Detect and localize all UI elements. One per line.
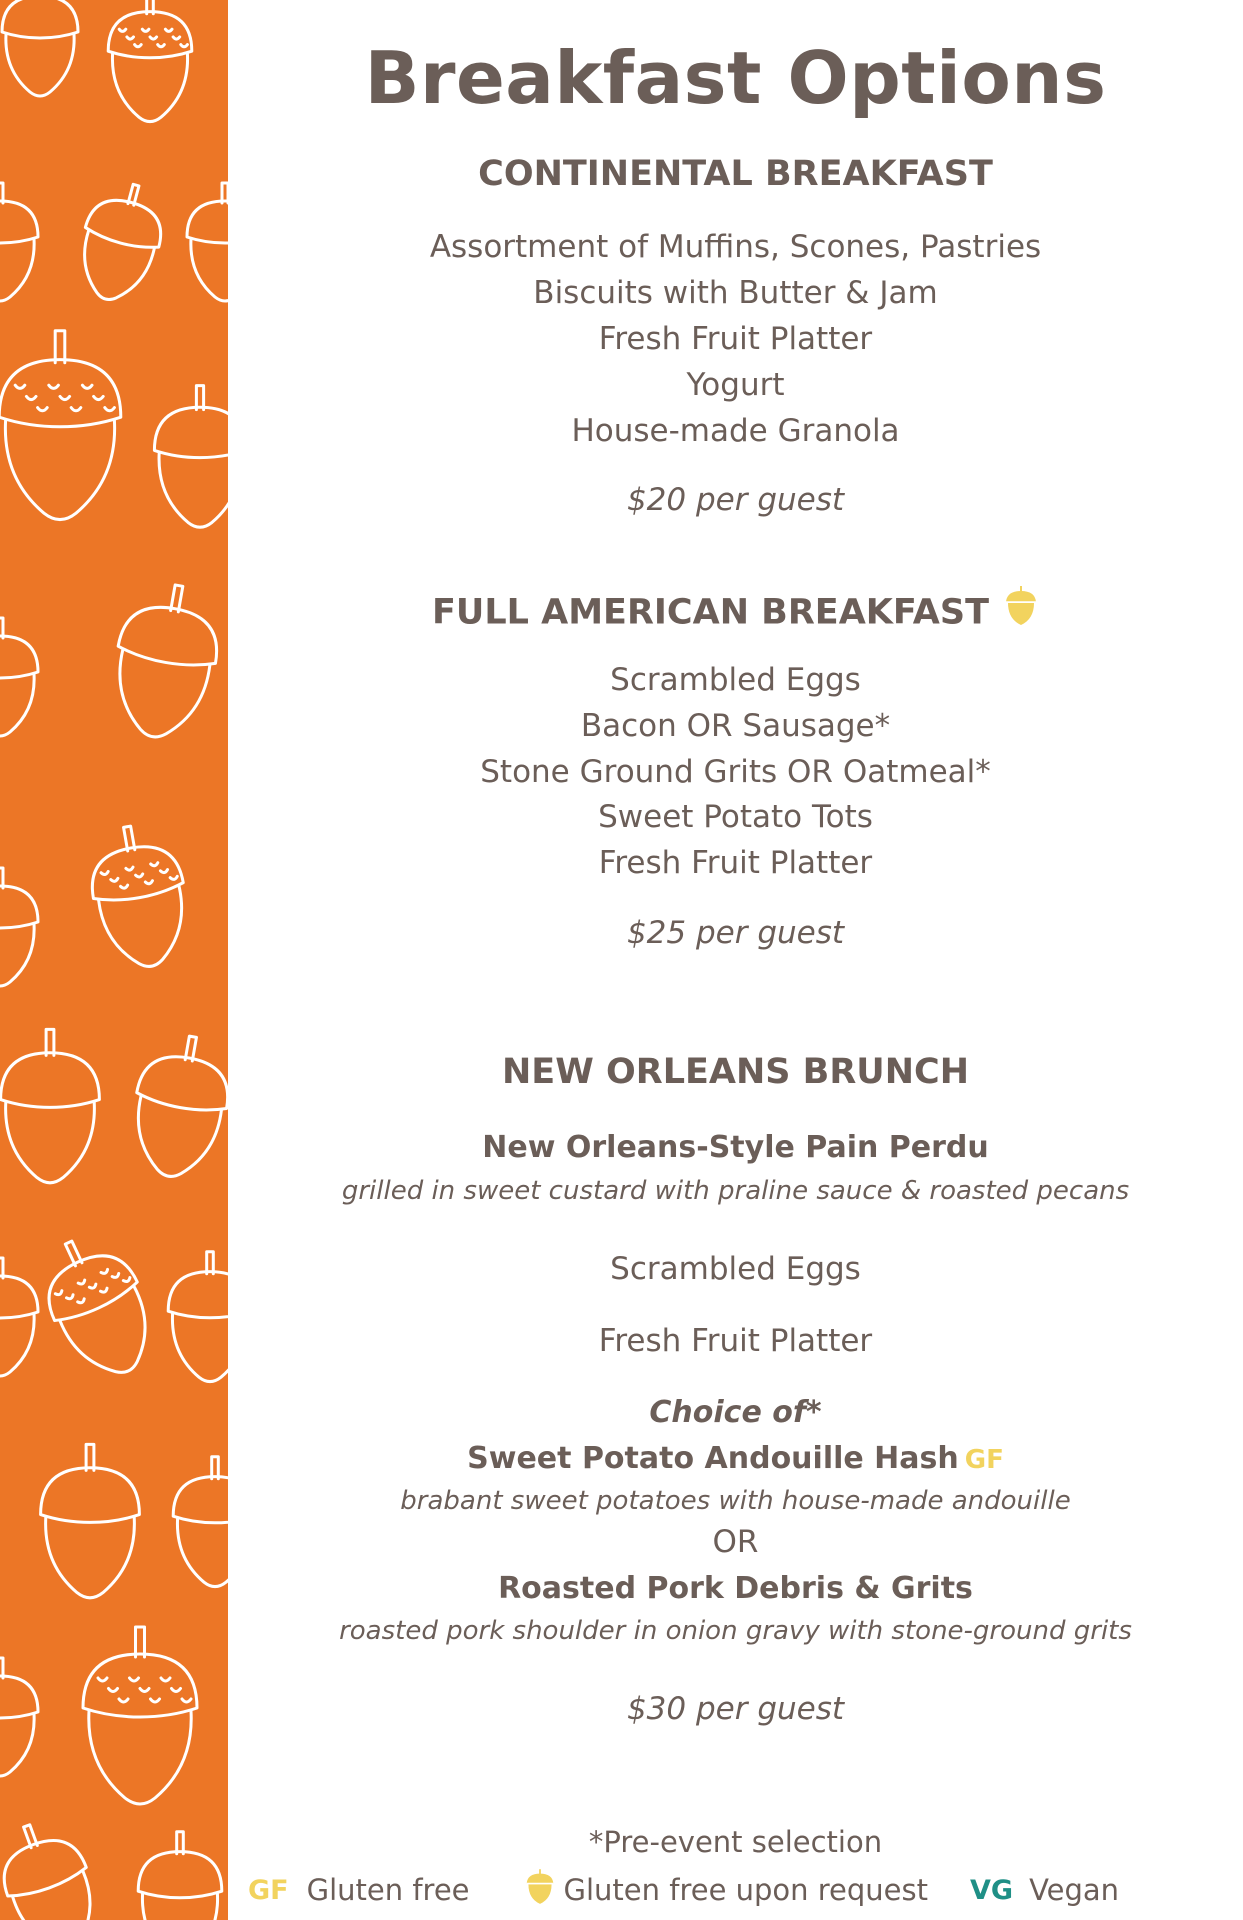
decorative-sidebar xyxy=(0,0,228,1920)
choice-dish-description: roasted pork shoulder in onion gravy with stone-ground grits xyxy=(339,1616,1132,1646)
acorn-icon xyxy=(524,1868,556,1913)
acorn-outline-icon xyxy=(1,1029,100,1182)
acorn-outline-icon xyxy=(69,175,173,309)
gf-legend-tag: GF xyxy=(248,1874,289,1906)
vg-legend-label: Vegan xyxy=(1029,1873,1120,1907)
price-new-orleans: $30 per guest xyxy=(626,1691,845,1727)
vg-legend-tag: VG xyxy=(970,1874,1014,1906)
acorn-outline-icon xyxy=(0,1812,110,1920)
menu-item: Assortment of Muffins, Scones, Pastries xyxy=(429,229,1042,265)
gf-tag: GF xyxy=(964,1445,1004,1475)
acorn-outline-icon xyxy=(0,1658,38,1776)
menu-item: Fresh Fruit Platter xyxy=(598,845,873,881)
acorn-outline-icon xyxy=(0,618,38,736)
choice-dish-name xyxy=(228,1441,1243,1476)
page-title: Breakfast Options xyxy=(364,36,1107,120)
acorn-outline-icon xyxy=(187,183,228,301)
acorn-outline-icon xyxy=(168,1252,228,1382)
pre-event-note: *Pre-event selection xyxy=(588,1825,883,1859)
acorn-outline-icon xyxy=(123,1029,228,1184)
price-continental: $20 per guest xyxy=(626,482,845,518)
menu-item: Scrambled Eggs xyxy=(610,662,861,698)
menu-item: House-made Granola xyxy=(571,413,900,449)
acorn-icon xyxy=(1003,585,1039,634)
price-full-american: $25 per guest xyxy=(626,915,845,951)
featured-dish-name: New Orleans-Style Pain Perdu xyxy=(482,1130,989,1165)
acorn-outline-icon xyxy=(83,1627,197,1804)
section-heading-full-american xyxy=(228,589,1243,638)
menu-item: Sweet Potato Tots xyxy=(598,799,873,835)
menu-item: Yogurt xyxy=(686,367,785,403)
acorn-outline-icon xyxy=(0,868,38,986)
acorn-outline-icon xyxy=(0,1258,38,1376)
acorn-pattern xyxy=(0,0,228,1920)
acorn-outline-icon xyxy=(82,819,196,974)
menu-item: Scrambled Eggs xyxy=(610,1251,861,1287)
dietary-legend xyxy=(248,1870,1119,1910)
acorn-outline-icon xyxy=(138,1832,222,1920)
acorn-legend-label: Gluten free upon request xyxy=(563,1873,928,1907)
menu-item: Stone Ground Grits OR Oatmeal* xyxy=(480,754,991,790)
choice-label: Choice of* xyxy=(649,1395,822,1430)
acorn-outline-icon xyxy=(154,386,228,528)
menu-item: Biscuits with Butter & Jam xyxy=(533,275,938,311)
acorn-outline-icon xyxy=(2,0,78,96)
menu-item: Bacon OR Sausage* xyxy=(580,708,891,744)
section-heading-continental: CONTINENTAL BREAKFAST xyxy=(478,154,993,194)
section-heading-new-orleans: NEW ORLEANS BRUNCH xyxy=(502,1052,969,1092)
choice-dish-description: brabant sweet potatoes with house-made andouille xyxy=(400,1486,1071,1516)
section-heading-label: FULL AMERICAN BREAKFAST xyxy=(432,592,989,633)
featured-dish-description: grilled in sweet custard with praline sauce & roasted pecans xyxy=(341,1176,1130,1206)
choice-dish-label: Sweet Potato Andouille Hash xyxy=(467,1441,959,1476)
or-divider: OR xyxy=(712,1524,759,1560)
acorn-outline-icon xyxy=(108,0,192,122)
acorn-outline-icon xyxy=(104,577,228,745)
acorn-outline-icon xyxy=(0,183,38,301)
menu-content xyxy=(228,0,1243,1920)
acorn-outline-icon xyxy=(27,1223,169,1390)
acorn-outline-icon xyxy=(41,1444,140,1597)
gf-legend-label: Gluten free xyxy=(306,1873,470,1907)
choice-dish-name: Roasted Pork Debris & Grits xyxy=(498,1571,973,1606)
acorn-outline-icon xyxy=(0,331,121,520)
menu-item: Fresh Fruit Platter xyxy=(598,321,873,357)
acorn-outline-icon xyxy=(173,1457,228,1587)
menu-item: Fresh Fruit Platter xyxy=(598,1323,873,1359)
